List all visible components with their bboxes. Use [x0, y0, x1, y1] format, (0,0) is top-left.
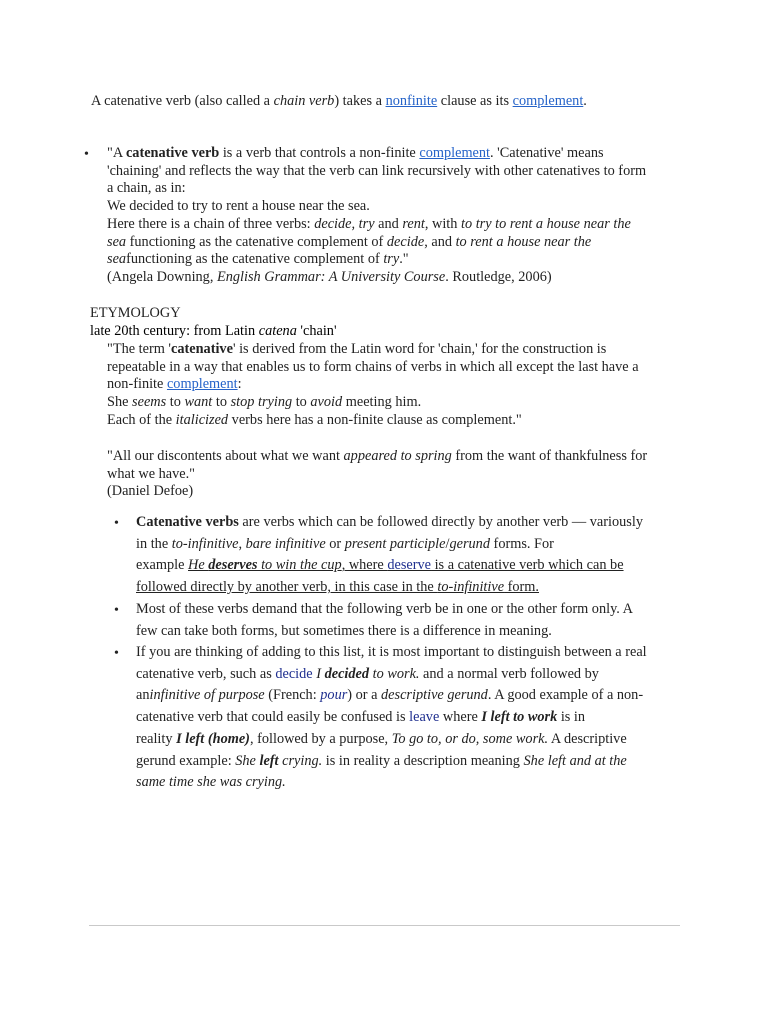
- quote-line: a chain, as in:: [107, 180, 186, 197]
- complement-link[interactable]: complement: [512, 93, 584, 109]
- intro-text: ) takes a: [334, 93, 386, 109]
- example-sentence: We decided to try to rent a house near the sea.: [107, 198, 370, 215]
- catenative-verbs-term: Catenative verbs: [136, 514, 239, 530]
- page-divider: [89, 925, 680, 926]
- quote-line: sea functioning as the catenative complement of decide, and to rent a house near the: [107, 233, 592, 250]
- etymology-heading: ETYMOLOGY: [90, 305, 181, 321]
- quote-line: seafunctioning as the catenative complement of try.": [107, 251, 409, 268]
- quote-line: repeatable in a way that enables us to form chains of verbs in which all except the last have a: [107, 358, 639, 375]
- bullet-catenative-verbs: Catenative verbs are verbs which can be followed directly by another verb — variously in the to-infinitive, bare infinitive or present participle/gerund forms. For example He deserves to win the cup, where deserve is a catenative verb which can be followed directly by another verb, in this case in the to-infinitive form.: [136, 514, 643, 596]
- list-bullet: •: [114, 646, 119, 661]
- pour-link[interactable]: pour: [320, 687, 348, 704]
- bullet-verb-forms: Most of these verbs demand that the following verb be in one or the other form only. A few can take both forms, but sometimes there is a difference in meaning.: [136, 601, 633, 639]
- citation: (Daniel Defoe): [107, 483, 194, 500]
- chain-verb-term: chain verb: [273, 93, 335, 109]
- list-bullet: •: [84, 147, 89, 162]
- complement-link[interactable]: complement: [419, 145, 491, 161]
- etymology-quote: [107, 341, 697, 430]
- complement-link[interactable]: complement: [166, 376, 238, 393]
- deserve-link[interactable]: deserve: [387, 557, 432, 574]
- intro-text: A catenative verb (also called a: [91, 93, 274, 109]
- quote-line: "All our discontents about what we want appeared to spring from the want of thankfulness for: [107, 448, 648, 464]
- decide-link[interactable]: decide: [275, 665, 313, 682]
- leave-link[interactable]: leave: [409, 709, 440, 726]
- quote-line: non-finite complement:: [107, 376, 242, 393]
- list-bullet: •: [114, 603, 119, 618]
- bullet-distinguish: If you are thinking of adding to this list, it is most important to distinguish between a real catenative verb, such as decide I decided to work. and a normal verb followed by aninfinitive of purpose (French: pour) or a descriptive gerund. A good example of a non- catenative verb that could easily be confused is leave where I left to work is in reality I left (home), followed by a purpose, To go to, or do, some work. A descriptive gerund example: She left crying. is in reality a description meaning She left and at the same time she was crying.: [136, 644, 647, 791]
- intro-text: clause as its: [437, 93, 513, 109]
- quote-line: Each of the italicized verbs here has a non-finite clause as complement.": [107, 411, 522, 428]
- quote-line: Here there is a chain of three verbs: decide, try and rent, with to try to rent a house near the: [107, 215, 631, 232]
- citation: (Angela Downing, English Grammar: A University Course. Routledge, 2006): [107, 268, 552, 285]
- quote-line: what we have.": [107, 465, 196, 482]
- example-sentence: She seems to want to stop trying to avoid meeting him.: [107, 394, 422, 411]
- quote-line: 'chaining' and reflects the way that the verb can link recursively with other catenatives to form: [107, 162, 647, 179]
- downing-quote: [107, 145, 697, 287]
- quote-line: "The term 'catenative' is derived from the Latin word for 'chain,' for the construction is: [107, 341, 607, 357]
- catenative-verb-term: catenative verb: [125, 145, 220, 161]
- etymology-origin: late 20th century: from Latin catena 'chain': [90, 323, 337, 339]
- intro-text: .: [583, 93, 587, 109]
- nonfinite-link[interactable]: nonfinite: [385, 93, 438, 109]
- list-bullet: •: [114, 516, 119, 531]
- defoe-quote: [107, 448, 697, 501]
- quote-line: "A catenative verb is a verb that controls a non-finite complement. 'Catenative' means: [107, 145, 604, 161]
- intro-paragraph: [91, 93, 587, 111]
